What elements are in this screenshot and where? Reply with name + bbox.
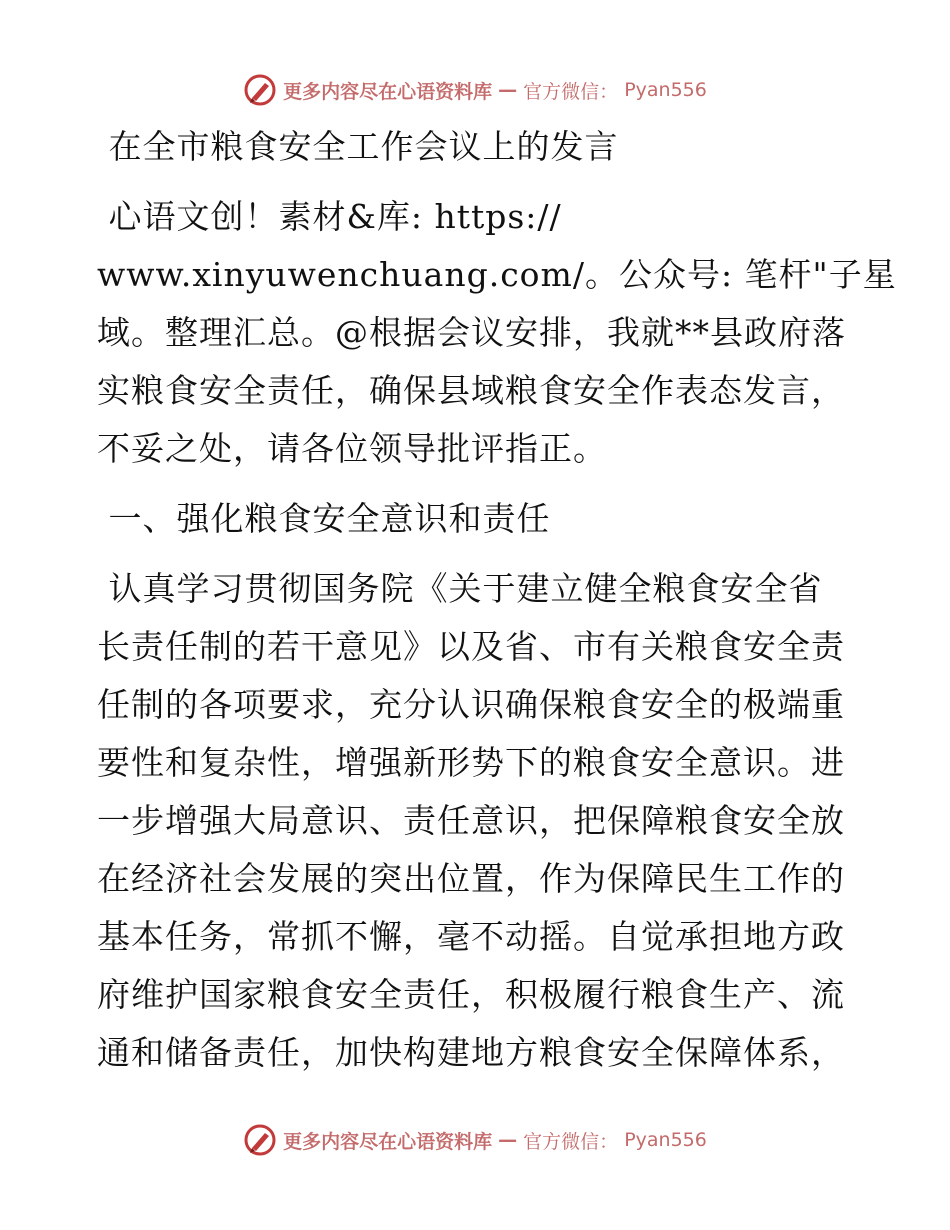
intro-line: 域。整理汇总。@根据会议安排，我就**县政府落: [97, 313, 846, 352]
pen-logo-icon: [243, 1123, 277, 1157]
body-line: 基本任务，常抓不懈，毫不动摇。自觉承担地方政: [97, 917, 845, 956]
body-line: 任制的各项要求，充分认识确保粮食安全的极端重: [97, 685, 845, 724]
body-line: 要性和复杂性，增强新形势下的粮食安全意识。进: [97, 743, 845, 782]
pen-logo-icon: [243, 73, 277, 107]
spacer: [97, 176, 857, 188]
watermark-separator: —: [498, 79, 518, 101]
document-body: [97, 118, 897, 1082]
body-line: 在经济社会发展的突出位置，作为保障民生工作的: [97, 859, 845, 898]
header-watermark: [0, 70, 950, 110]
intro-line: www.xinyuwenchuang.com/。公众号: 笔杆"子星: [97, 255, 897, 294]
section-heading: 一、强化粮食安全意识和责任: [97, 499, 551, 538]
intro-paragraph: [97, 188, 897, 478]
body-paragraph: [97, 560, 857, 1082]
watermark-group: [243, 73, 707, 107]
watermark-wechat-id: Pyan556: [624, 79, 707, 101]
watermark-wechat-label: 官方微信：: [523, 80, 619, 103]
body-line: 认真学习贯彻国务院《关于建立健全粮食安全省: [97, 569, 823, 608]
watermark-wechat-id: Pyan556: [624, 1129, 707, 1151]
body-line: 一步增强大局意识、责任意识，把保障粮食安全放: [97, 801, 845, 840]
watermark-group: [243, 1123, 707, 1157]
body-line: 通和储备责任，加快构建地方粮食安全保障体系，: [97, 1033, 845, 1072]
body-line: 府维护国家粮食安全责任，积极履行粮食生产、流: [97, 975, 845, 1014]
spacer: [97, 478, 857, 490]
watermark-separator: —: [498, 1129, 518, 1151]
document-title: 在全市粮食安全工作会议上的发言: [97, 127, 619, 166]
body-line: 长责任制的若干意见》以及省、市有关粮食安全责: [97, 627, 845, 666]
watermark-library-text: 更多内容尽在心语资料库: [283, 80, 493, 103]
intro-line: 心语文创！素材&库: https://: [97, 197, 562, 236]
intro-line: 不妥之处，请各位领导批评指正。: [97, 429, 607, 468]
watermark-library-text: 更多内容尽在心语资料库: [283, 1130, 493, 1153]
watermark-wechat-label: 官方微信：: [523, 1130, 619, 1153]
spacer: [97, 548, 857, 560]
intro-line: 实粮食安全责任，确保县域粮食安全作表态发言，: [97, 371, 845, 410]
footer-watermark: [0, 1120, 950, 1160]
